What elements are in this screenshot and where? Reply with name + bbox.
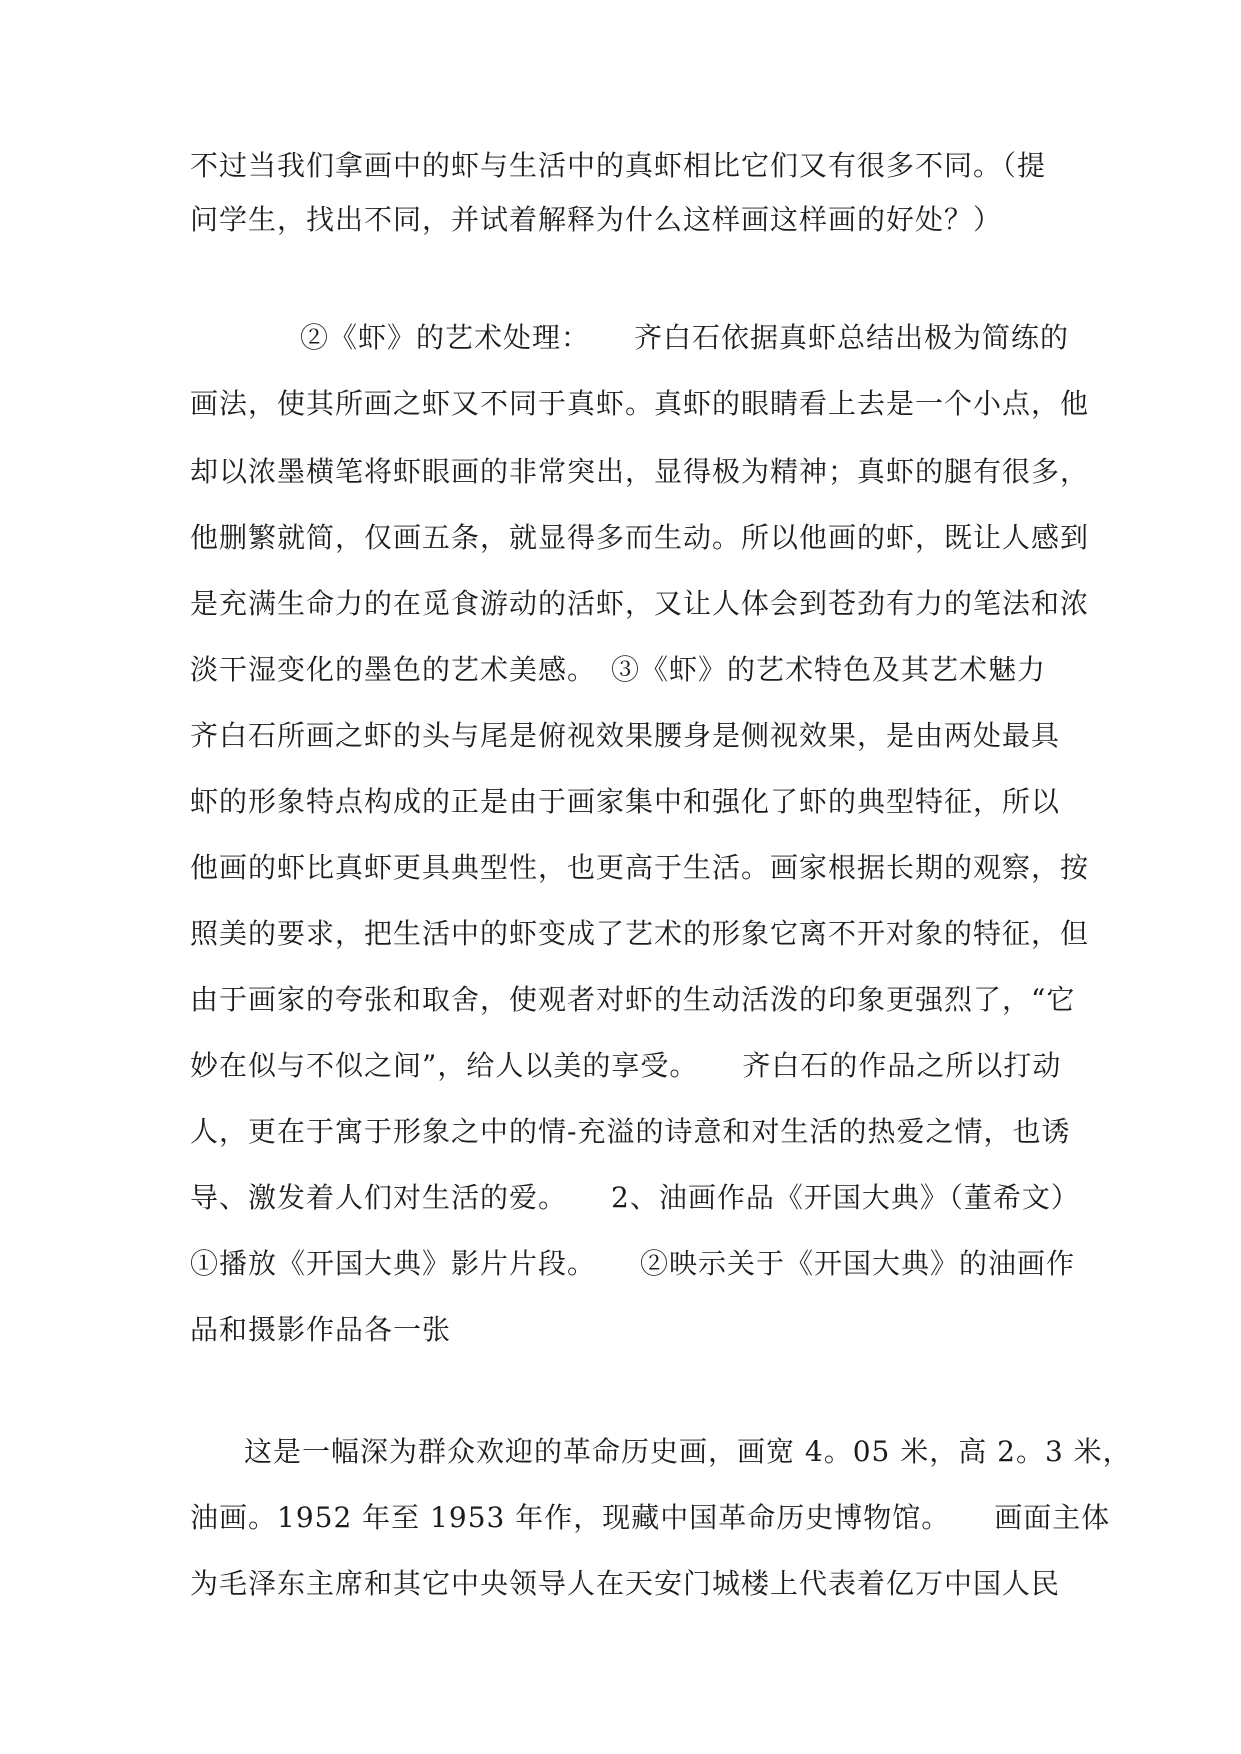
text-line: 问学生，找出不同，并试着解释为什么这样画这样画的好处？） bbox=[190, 203, 1003, 236]
text-line: 画法，使其所画之虾又不同于真虾。真虾的眼睛看上去是一个小点，他 bbox=[190, 387, 1090, 420]
text-line: 人，更在于寓于形象之中的情-充溢的诗意和对生活的热爱之情，也诱 bbox=[190, 1115, 1071, 1148]
text-line: 品和摄影作品各一张 bbox=[190, 1313, 452, 1346]
text-line: 妙在似与不似之间”，给人以美的享受。 齐白石的作品之所以打动 bbox=[190, 1049, 1062, 1082]
text-line: 齐白石所画之虾的头与尾是俯视效果腰身是侧视效果，是由两处最具 bbox=[190, 719, 1061, 752]
text-line: ①播放《开国大典》影片片段。 ②映示关于《开国大典》的油画作 bbox=[190, 1247, 1076, 1280]
text-line: 淡干湿变化的墨色的艺术美感。 ③《虾》的艺术特色及其艺术魅力 bbox=[190, 653, 1047, 686]
text-line: 是充满生命力的在觅食游动的活虾，又让人体会到苍劲有力的笔法和浓 bbox=[190, 587, 1090, 620]
text-line: 他画的虾比真虾更具典型性，也更高于生活。画家根据长期的观察，按 bbox=[190, 851, 1090, 884]
text-line: ②《虾》的艺术处理： 齐白石依据真虾总结出极为简练的 bbox=[300, 321, 1070, 354]
text-line: 不过当我们拿画中的虾与生活中的真虾相比它们又有很多不同。（提 bbox=[190, 149, 1047, 182]
text-line: 油画。1952 年至 1953 年作，现藏中国革命历史博物馆。 画面主体 bbox=[190, 1501, 1111, 1534]
text-line: 导、激发着人们对生活的爱。 2、油画作品《开国大典》（董希文） bbox=[190, 1181, 1080, 1214]
text-line: 虾的形象特点构成的正是由于画家集中和强化了虾的典型特征，所以 bbox=[190, 785, 1061, 818]
text-line: 他删繁就简，仅画五条，就显得多而生动。所以他画的虾，既让人感到 bbox=[190, 521, 1090, 554]
text-line: 却以浓墨横笔将虾眼画的非常突出，显得极为精神；真虾的腿有很多， bbox=[190, 455, 1090, 488]
text-line: 由于画家的夸张和取舍，使观者对虾的生动活泼的印象更强烈了，“它 bbox=[190, 983, 1076, 1016]
text-line: 照美的要求，把生活中的虾变成了艺术的形象它离不开对象的特征，但 bbox=[190, 917, 1090, 950]
text-line: 这是一幅深为群众欢迎的革命历史画，画宽 4。05 米，高 2。3 米， bbox=[244, 1435, 1132, 1468]
text-line: 为毛泽东主席和其它中央领导人在天安门城楼上代表着亿万中国人民 bbox=[190, 1567, 1061, 1600]
